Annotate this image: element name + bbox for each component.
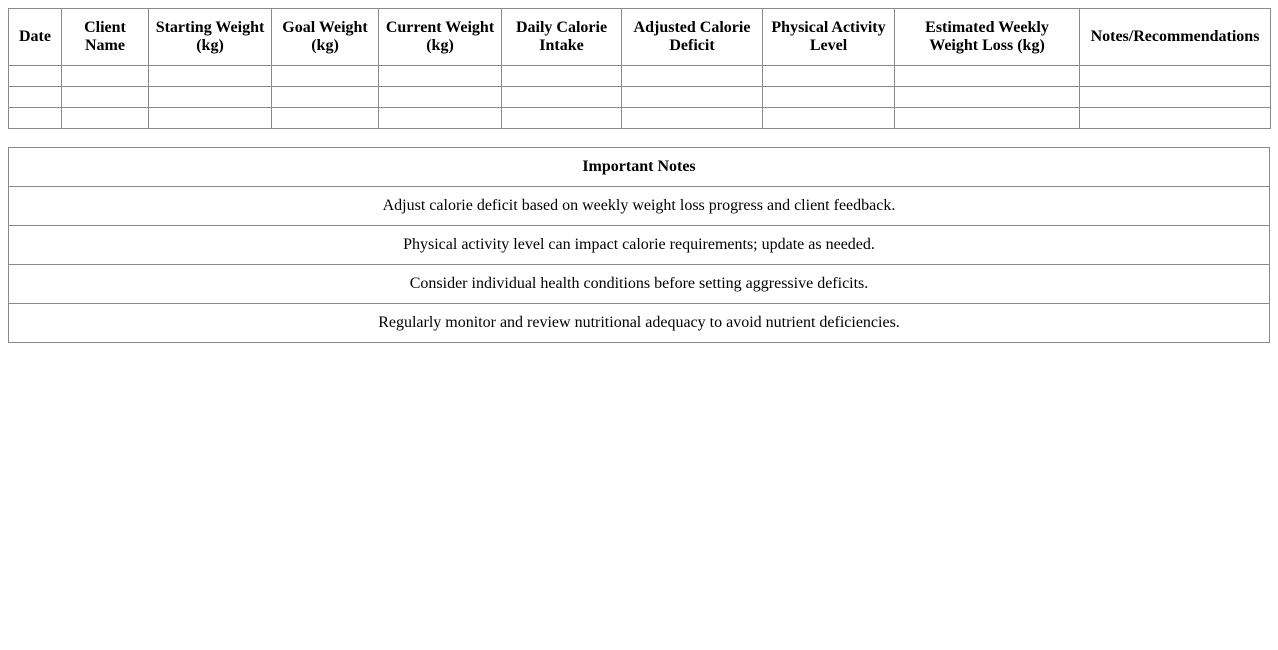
notes-title: Important Notes [9, 148, 1270, 187]
table-cell [62, 87, 149, 108]
header-row [9, 9, 1271, 66]
table-row [9, 87, 1271, 108]
table-cell [895, 108, 1080, 129]
header-estimated-weekly-weight-loss: Estimated Weekly Weight Loss (kg) [895, 9, 1080, 66]
note-item: Regularly monitor and review nutritional adequacy to avoid nutrient deficiencies. [9, 304, 1270, 343]
table-cell [9, 108, 62, 129]
note-item: Consider individual health conditions before setting aggressive deficits. [9, 265, 1270, 304]
header-notes-recommendations: Notes/Recommendations [1080, 9, 1271, 66]
weight-loss-log-table [8, 8, 1271, 129]
table-cell [622, 66, 763, 87]
table-cell [622, 87, 763, 108]
table-cell [149, 87, 272, 108]
table-cell [272, 66, 379, 87]
important-notes-table [8, 147, 1270, 343]
table-cell [379, 66, 502, 87]
table-cell [62, 108, 149, 129]
table-cell [895, 87, 1080, 108]
table-cell [272, 108, 379, 129]
notes-row [9, 187, 1270, 226]
note-item: Adjust calorie deficit based on weekly weight loss progress and client feedback. [9, 187, 1270, 226]
header-goal-weight: Goal Weight (kg) [272, 9, 379, 66]
table-cell [379, 108, 502, 129]
table-cell [502, 66, 622, 87]
header-physical-activity-level: Physical Activity Level [763, 9, 895, 66]
table-row [9, 66, 1271, 87]
table-cell [9, 87, 62, 108]
table-cell [895, 66, 1080, 87]
notes-header-row [9, 148, 1270, 187]
header-daily-calorie-intake: Daily Calorie Intake [502, 9, 622, 66]
table-cell [62, 66, 149, 87]
notes-row [9, 265, 1270, 304]
notes-row [9, 226, 1270, 265]
table-cell [1080, 108, 1271, 129]
note-item: Physical activity level can impact calorie requirements; update as needed. [9, 226, 1270, 265]
table-cell [763, 87, 895, 108]
table-cell [379, 87, 502, 108]
header-date: Date [9, 9, 62, 66]
document [8, 8, 1270, 343]
table-cell [1080, 87, 1271, 108]
table-cell [9, 66, 62, 87]
table-cell [622, 108, 763, 129]
table-cell [763, 108, 895, 129]
table-cell [763, 66, 895, 87]
header-client-name: Client Name [62, 9, 149, 66]
table-cell [1080, 66, 1271, 87]
header-starting-weight: Starting Weight (kg) [149, 9, 272, 66]
header-adjusted-calorie-deficit: Adjusted Calorie Deficit [622, 9, 763, 66]
table-cell [149, 66, 272, 87]
table-cell [502, 87, 622, 108]
notes-row [9, 304, 1270, 343]
table-cell [149, 108, 272, 129]
table-row [9, 108, 1271, 129]
header-current-weight: Current Weight (kg) [379, 9, 502, 66]
table-cell [272, 87, 379, 108]
table-cell [502, 108, 622, 129]
